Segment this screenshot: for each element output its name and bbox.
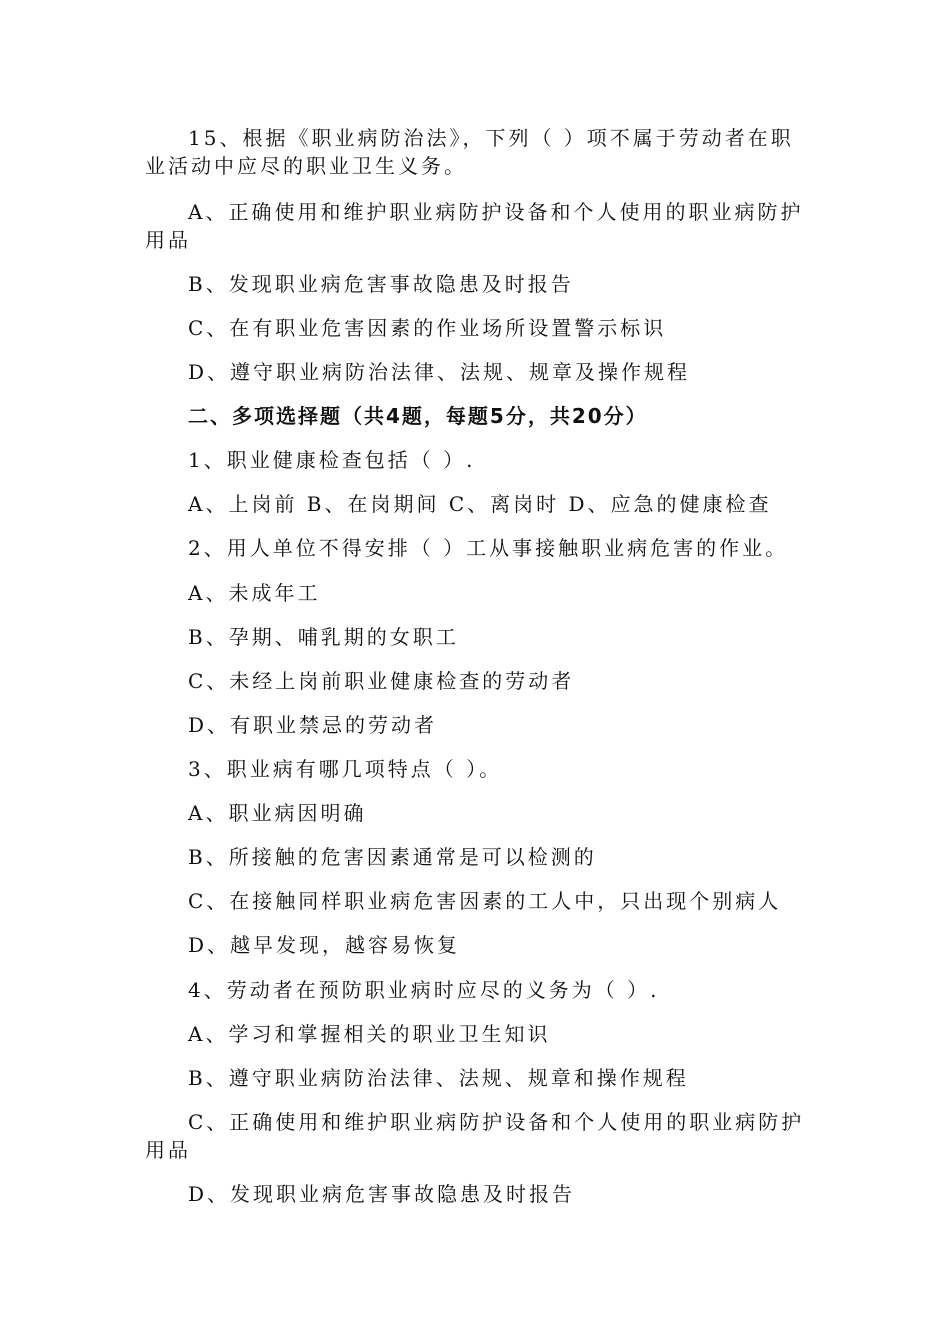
multi-question-4-option-a: A、学习和掌握相关的职业卫生知识 (188, 1022, 551, 1046)
multi-question-2-option-c: C、未经上岗前职业健康检查的劳动者 (188, 669, 575, 693)
question-15-stem: 15、根据《职业病防治法》，下列（ ）项不属于劳动者在职业活动中应尽的职业卫生义务。 (145, 126, 794, 178)
question-15-option-a: A、正确使用和维护职业病防护设备和个人使用的职业病防护用品 (145, 200, 804, 252)
multi-question-3-option-c: C、在接触同样职业病危害因素的工人中，只出现个别病人 (188, 889, 782, 913)
multi-question-2-option-d: D、有职业禁忌的劳动者 (188, 713, 438, 737)
multi-question-1-options: A、上岗前 B、在岗期间 C、离岗时 D、应急的健康检查 (188, 492, 772, 516)
multi-question-3-option-a: A、职业病因明确 (188, 801, 367, 825)
multi-question-2-stem: 2、用人单位不得安排（ ）工从事接触职业病危害的作业。 (188, 536, 789, 560)
multi-question-3-option-d: D、越早发现，越容易恢复 (188, 933, 461, 957)
multi-question-1-stem: 1、职业健康检查包括（ ）. (188, 448, 476, 472)
multi-question-4-option-b: B、遵守职业病防治法律、法规、规章和操作规程 (188, 1066, 689, 1090)
multi-question-4-option-d: D、发现职业病危害事故隐患及时报告 (188, 1182, 576, 1206)
multi-question-2-option-b: B、孕期、哺乳期的女职工 (188, 625, 459, 649)
multi-question-4-stem: 4、劳动者在预防职业病时应尽的义务为（ ）. (188, 978, 660, 1002)
question-15-option-d: D、遵守职业病防治法律、法规、规章及操作规程 (188, 360, 691, 384)
multi-question-3-stem: 3、职业病有哪几项特点（ ）。 (188, 757, 503, 781)
question-15-option-b: B、发现职业病危害事故隐患及时报告 (188, 272, 574, 296)
multi-question-2-option-a: A、未成年工 (188, 581, 321, 605)
question-15-option-c: C、在有职业危害因素的作业场所设置警示标识 (188, 316, 667, 340)
multi-question-4-option-c: C、正确使用和维护职业病防护设备和个人使用的职业病防护用品 (145, 1110, 805, 1162)
section-heading: 二、多项选择题（共4题，每题5分，共20分） (188, 404, 648, 428)
multi-question-3-option-b: B、所接触的危害因素通常是可以检测的 (188, 845, 597, 869)
